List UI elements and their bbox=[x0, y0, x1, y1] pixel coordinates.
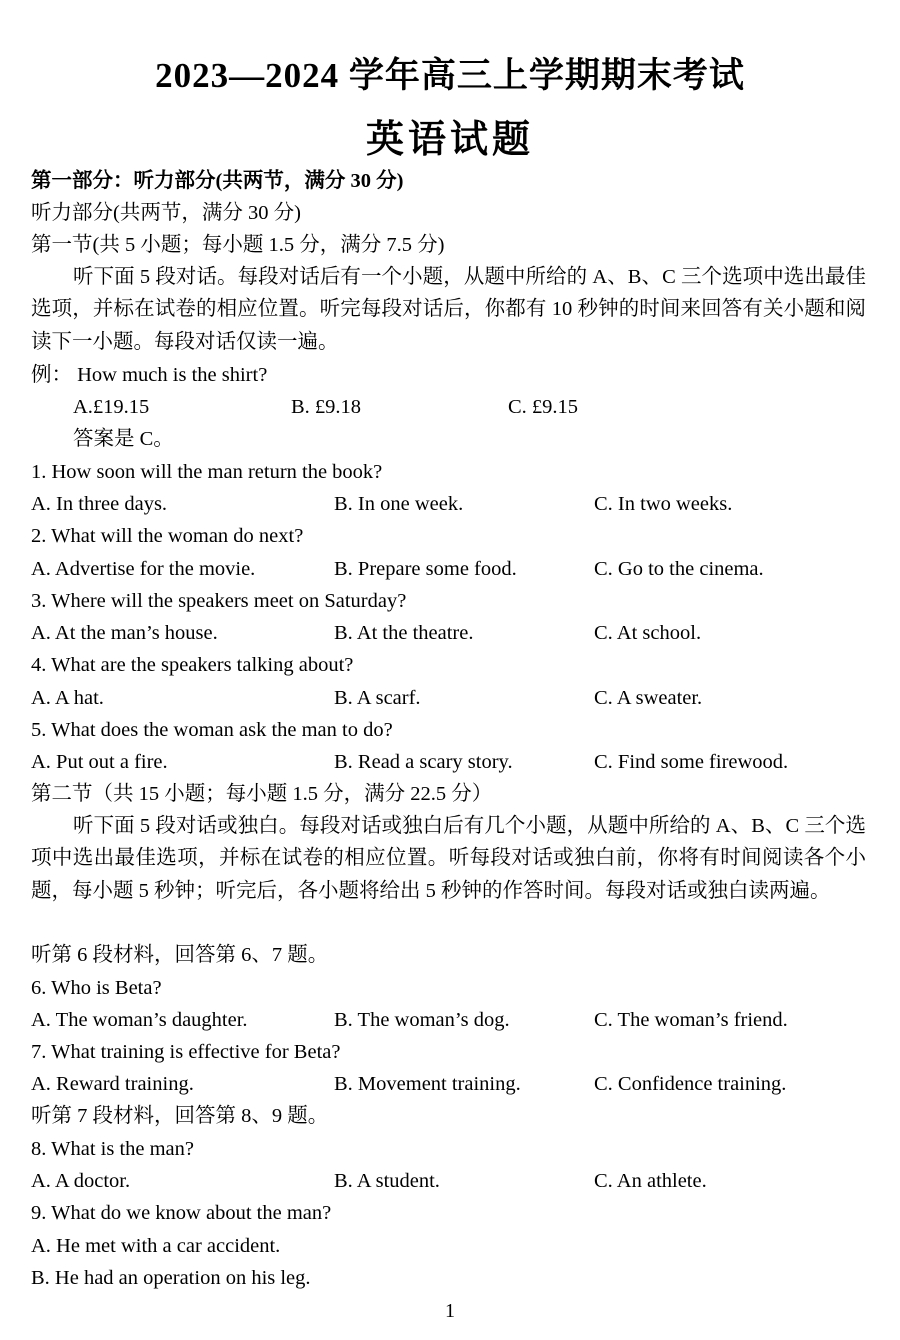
question-3: 3. Where will the speakers meet on Saturday? bbox=[31, 590, 407, 612]
exam-title: 2023—2024 学年高三上学期期末考试 bbox=[155, 56, 745, 95]
q3-option-b: B. At the theatre. bbox=[334, 622, 474, 644]
q5-option-c: C. Find some firewood. bbox=[594, 751, 789, 773]
section2-heading: 第二节（共 15 小题；每小题 1.5 分，满分 22.5 分） bbox=[31, 783, 493, 805]
page-number: 1 bbox=[445, 1300, 455, 1322]
q7-option-b: B. Movement training. bbox=[334, 1073, 521, 1095]
question-8: 8. What is the man? bbox=[31, 1138, 195, 1160]
q2-option-a: A. Advertise for the movie. bbox=[31, 558, 256, 580]
example-prompt: 例： How much is the shirt? bbox=[31, 364, 268, 386]
part1-subheading: 听力部分(共两节，满分 30 分) bbox=[31, 202, 301, 224]
q3-option-a: A. At the man’s house. bbox=[31, 622, 218, 644]
example-option-a: A.£19.15 bbox=[73, 396, 150, 418]
example-option-c: C. £9.15 bbox=[508, 396, 579, 418]
q3-option-c: C. At school. bbox=[594, 622, 702, 644]
section1-heading: 第一节(共 5 小题；每小题 1.5 分，满分 7.5 分) bbox=[31, 234, 445, 256]
section1-instructions: 听下面 5 段对话。每段对话后有一个小题，从题中所给的 A、B、C 三个选项中选出最佳选项，并标在试卷的相应位置。听完每段对话后，你都有 10 秒钟的时间来回答有关小题和阅读下一小题。每段对话仅读一遍。 bbox=[31, 266, 866, 353]
q6-option-b: B. The woman’s dog. bbox=[334, 1009, 510, 1031]
question-9: 9. What do we know about the man? bbox=[31, 1202, 332, 1224]
question-7: 7. What training is effective for Beta? bbox=[31, 1041, 341, 1063]
question-5: 5. What does the woman ask the man to do? bbox=[31, 719, 393, 741]
q8-option-c: C. An athlete. bbox=[594, 1170, 707, 1192]
q4-option-a: A. A hat. bbox=[31, 687, 104, 709]
q5-option-b: B. Read a scary story. bbox=[334, 751, 513, 773]
question-6: 6. Who is Beta? bbox=[31, 977, 162, 999]
material-6-note: 听第 6 段材料，回答第 6、7 题。 bbox=[31, 944, 329, 966]
q7-option-a: A. Reward training. bbox=[31, 1073, 194, 1095]
q6-option-c: C. The woman’s friend. bbox=[594, 1009, 788, 1031]
example-answer: 答案是 C。 bbox=[73, 428, 174, 450]
q4-option-c: C. A sweater. bbox=[594, 687, 703, 709]
q1-option-b: B. In one week. bbox=[334, 493, 464, 515]
question-2: 2. What will the woman do next? bbox=[31, 525, 304, 547]
part1-heading: 第一部分：听力部分(共两节，满分 30 分) bbox=[31, 170, 404, 192]
q7-option-c: C. Confidence training. bbox=[594, 1073, 787, 1095]
q9-option-b: B. He had an operation on his leg. bbox=[31, 1267, 311, 1289]
q8-option-b: B. A student. bbox=[334, 1170, 440, 1192]
q2-option-b: B. Prepare some food. bbox=[334, 558, 517, 580]
section2-instructions: 听下面 5 段对话或独白。每段对话或独白后有几个小题，从题中所给的 A、B、C 三个选项中选出最佳选项，并标在试卷的相应位置。听每段对话或独白前，你将有时间阅读各个小题，每小题 5 秒钟；听完后，各小题将给出 5 秒钟的作答时间。每段对话或独白读两遍。 bbox=[31, 815, 866, 902]
example-option-b: B. £9.18 bbox=[291, 396, 362, 418]
q6-option-a: A. The woman’s daughter. bbox=[31, 1009, 248, 1031]
q9-option-a: A. He met with a car accident. bbox=[31, 1235, 281, 1257]
exam-subject: 英语试题 bbox=[365, 119, 534, 161]
q8-option-a: A. A doctor. bbox=[31, 1170, 131, 1192]
q1-option-c: C. In two weeks. bbox=[594, 493, 733, 515]
question-4: 4. What are the speakers talking about? bbox=[31, 654, 354, 676]
question-1: 1. How soon will the man return the book? bbox=[31, 461, 383, 483]
q4-option-b: B. A scarf. bbox=[334, 687, 421, 709]
q2-option-c: C. Go to the cinema. bbox=[594, 558, 764, 580]
q5-option-a: A. Put out a fire. bbox=[31, 751, 168, 773]
material-7-note: 听第 7 段材料，回答第 8、9 题。 bbox=[31, 1105, 329, 1127]
q1-option-a: A. In three days. bbox=[31, 493, 168, 515]
